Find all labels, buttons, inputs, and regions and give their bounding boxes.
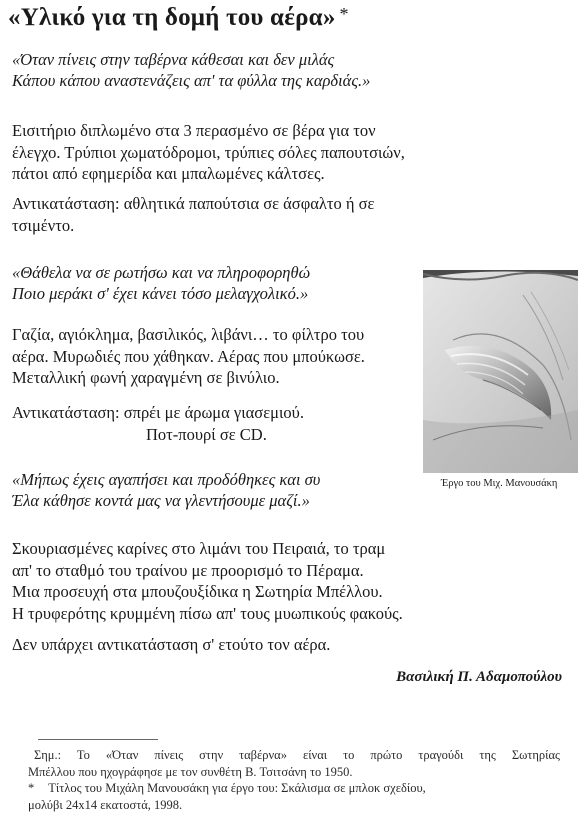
- paragraph-line: πάτοι από εφημερίδα και μπαλωμένες κάλτσες.: [12, 164, 325, 183]
- paragraph-line: Αντικατάσταση: σπρέι με άρωμα γιασεμιού.: [12, 403, 304, 422]
- footnote-marker: *: [28, 781, 35, 795]
- artwork-image: [423, 270, 578, 473]
- song-quote-1: [12, 49, 370, 91]
- song-quote-2: [12, 262, 310, 304]
- paragraph-line: Γαζία, αγιόκλημα, βασιλικός, λιβάνι… το φίλτρο του: [12, 325, 365, 344]
- paragraph-line: τσιμέντο.: [12, 215, 75, 235]
- paragraph-line: Ποτ-πουρί σε CD.: [146, 424, 267, 444]
- paragraph-5: [12, 538, 403, 624]
- quote-line: «Θάθελα να σε ρωτήσω και να πληροφορηθώ: [12, 263, 311, 282]
- title-text: «Υλικό για τη δομή του αέρα»: [8, 4, 336, 31]
- paragraph-line: Μεταλλική φωνή χαραγμένη σε βινύλιο.: [12, 368, 280, 387]
- paragraph-line: αέρα. Μυρωδιές που χάθηκαν. Αέρας που μπούκωσε.: [12, 346, 365, 366]
- footnote-divider: [38, 739, 158, 740]
- paragraph-line: Δεν υπάρχει αντικατάσταση σ' ετούτο τον αέρα.: [12, 635, 331, 654]
- paragraph-4: [12, 402, 304, 445]
- paragraph-1: [12, 120, 405, 185]
- song-quote-3: [12, 469, 320, 511]
- paragraph-line: Μια προσευχή στα μπουζουξίδικα η Σωτηρία Μπέλλου.: [12, 582, 383, 601]
- paragraph-line: Η τρυφερότης κρυμμένη πίσω απ' τους μυωπικούς φακούς.: [12, 603, 403, 623]
- footnote-line: [28, 780, 560, 797]
- paragraph-3: [12, 324, 365, 389]
- author-signature: Βασιλική Π. Αδαμοπούλου: [396, 669, 562, 685]
- footnotes: [28, 747, 560, 813]
- paragraph-2: [12, 193, 374, 236]
- page-title: [8, 4, 349, 32]
- quote-line: Κάπου κάπου αναστενάζεις απ' τα φύλλα της καρδιάς.»: [12, 71, 371, 90]
- footnote-line: μολύβι 24x14 εκατοστά, 1998.: [28, 797, 183, 812]
- quote-line: «Μήπως έχεις αγαπήσει και προδόθηκες και συ: [12, 470, 321, 489]
- paragraph-line: έλεγχο. Τρύπιοι χωματόδρομοι, τρύπιες σόλες παπουτσιών,: [12, 142, 405, 162]
- paragraph-line: Αντικατάσταση: αθλητικά παπούτσια σε άσφαλτο ή σε: [12, 194, 375, 213]
- paragraph-line: απ' το σταθμό του τραίνου με προορισμό το Πέραμα.: [12, 560, 364, 580]
- quote-line: Ποιο μεράκι σ' έχει κάνει τόσο μελαγχολικό.»: [12, 284, 309, 303]
- title-footnote-marker: *: [339, 4, 349, 24]
- wing-sketch-illustration: [423, 270, 578, 473]
- paragraph-6: [12, 634, 330, 656]
- footnote-line: Μπέλλου που ηχογράφησε με τον συνθέτη Β. Τσιτσάνη το 1950.: [28, 764, 353, 779]
- footnote-text: Τίτλος του Μιχάλη Μανουσάκη για έργο του: Σκάλισμα σε μπλοκ σχεδίου,: [48, 781, 426, 795]
- artwork-caption: Έργο του Μιχ. Μανουσάκη: [441, 478, 558, 489]
- footnote-line: Σημ.: Το «Όταν πίνεις στην ταβέρνα» είναι το πρώτο τραγούδι της Σωτηρίας: [34, 748, 560, 762]
- paragraph-line: Εισιτήριο διπλωμένο στα 3 περασμένο σε βέρα για τον: [12, 121, 376, 140]
- quote-line: Έλα κάθησε κοντά μας να γλεντήσουμε μαζί.»: [12, 491, 310, 510]
- quote-line: «Όταν πίνεις στην ταβέρνα κάθεσαι και δεν μιλάς: [12, 50, 335, 69]
- paragraph-line: Σκουριασμένες καρίνες στο λιμάνι του Πειραιά, το τραμ: [12, 539, 386, 558]
